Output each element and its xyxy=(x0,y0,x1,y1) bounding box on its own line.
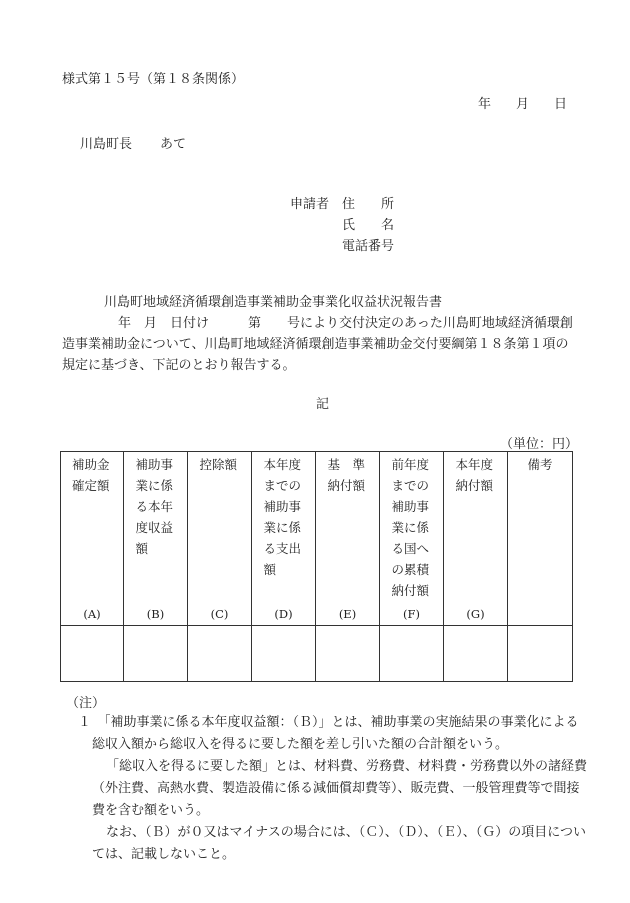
name-label: 氏 名 xyxy=(342,218,395,233)
value-cell-g[interactable] xyxy=(444,626,508,682)
address-label: 住 所 xyxy=(342,197,395,212)
header-cell-remarks xyxy=(508,452,573,604)
header-label-d: 本年度までの補助事業に係る支出額 xyxy=(263,457,302,577)
date-day: 日 xyxy=(554,97,568,112)
notes-body xyxy=(78,712,588,866)
header-cell-e xyxy=(316,452,380,604)
code-c: (C) xyxy=(188,603,252,626)
header-label-b: 補助事業に係る本年度収益額 xyxy=(135,457,174,556)
note-item-1-para-3: なお、（Ｂ）が０又はマイナスの場合には、（Ｃ）、（Ｄ）、（Ｅ）、（Ｇ）の項目については、記載しないこと。 xyxy=(92,825,586,862)
header-label-c: 控除額 xyxy=(199,457,238,472)
header-cell-b xyxy=(124,452,188,604)
header-cell-a xyxy=(61,452,124,604)
phone-label: 電話番号 xyxy=(342,239,395,254)
report-body xyxy=(62,313,582,376)
date-line xyxy=(478,93,567,112)
code-g: (G) xyxy=(444,603,508,626)
header-cell-c xyxy=(188,452,252,604)
body-line-1: 年 月 日付け 第 号により交付決定のあった川島町地域経済循環創 xyxy=(118,316,573,331)
report-table xyxy=(60,451,573,682)
unit-label: （単位：円） xyxy=(499,437,578,452)
header-cell-d xyxy=(252,452,316,604)
header-label-f: 前年度までの補助事業に係る国への累積納付額 xyxy=(391,457,430,598)
header-label-remarks: 備考 xyxy=(527,457,553,472)
value-cell-remarks[interactable] xyxy=(508,626,573,682)
header-label-a: 補助金確定額 xyxy=(72,457,110,493)
code-d: (D) xyxy=(252,603,316,626)
value-cell-c[interactable] xyxy=(188,626,252,682)
date-year: 年 xyxy=(478,97,492,112)
header-label-e: 基 準納付額 xyxy=(327,457,366,493)
code-f: (F) xyxy=(380,603,444,626)
value-cell-e[interactable] xyxy=(316,626,380,682)
date-month: 月 xyxy=(516,97,530,112)
code-e: (E) xyxy=(316,603,380,626)
note-item-1-text: 「補助事業に係る本年度収益額：（Ｂ）」とは、補助事業の実施結果の事業化による総収入額から総収入を得るに要した額を差し引いた額の合計額をいう。 xyxy=(92,715,579,752)
value-cell-d[interactable] xyxy=(252,626,316,682)
note-item-1 xyxy=(78,712,588,756)
note-item-1-number: １ xyxy=(78,715,92,730)
note-item-1-para-2: 「総収入を得るに要した額」とは、材料費、労務費、材料費・労務費以外の諸経費（外注費、高熱水費、製造設備に係る減価償却費等）、販売費、一般管理費等で間接費を含む額をいう。 xyxy=(92,759,588,818)
header-cell-g xyxy=(444,452,508,604)
ki-marker: 記 xyxy=(316,397,330,412)
body-line-2: 造事業補助金について、川島町地域経済循環創造事業補助金交付要綱第１８条第１項の xyxy=(62,337,569,352)
applicant-role: 申請者 xyxy=(290,197,330,212)
value-cell-b[interactable] xyxy=(124,626,188,682)
report-title: 川島町地域経済循環創造事業補助金事業化収益状況報告書 xyxy=(104,295,443,310)
value-cell-f[interactable] xyxy=(380,626,444,682)
code-b: (B) xyxy=(124,603,188,626)
addressee-name: 川島町長 xyxy=(80,137,133,152)
applicant-block xyxy=(290,193,395,256)
addressee-suffix: あて xyxy=(160,137,187,152)
notes-heading: （注） xyxy=(66,696,106,711)
code-a: (A) xyxy=(61,603,124,626)
header-cell-f xyxy=(380,452,444,604)
code-remarks xyxy=(508,603,573,626)
header-label-g: 本年度納付額 xyxy=(455,457,494,493)
form-number: 様式第１５号（第１８条関係） xyxy=(62,72,245,87)
body-line-3: 規定に基づき、下記のとおり報告する。 xyxy=(62,358,296,373)
addressee xyxy=(80,133,186,152)
value-cell-a[interactable] xyxy=(61,626,124,682)
